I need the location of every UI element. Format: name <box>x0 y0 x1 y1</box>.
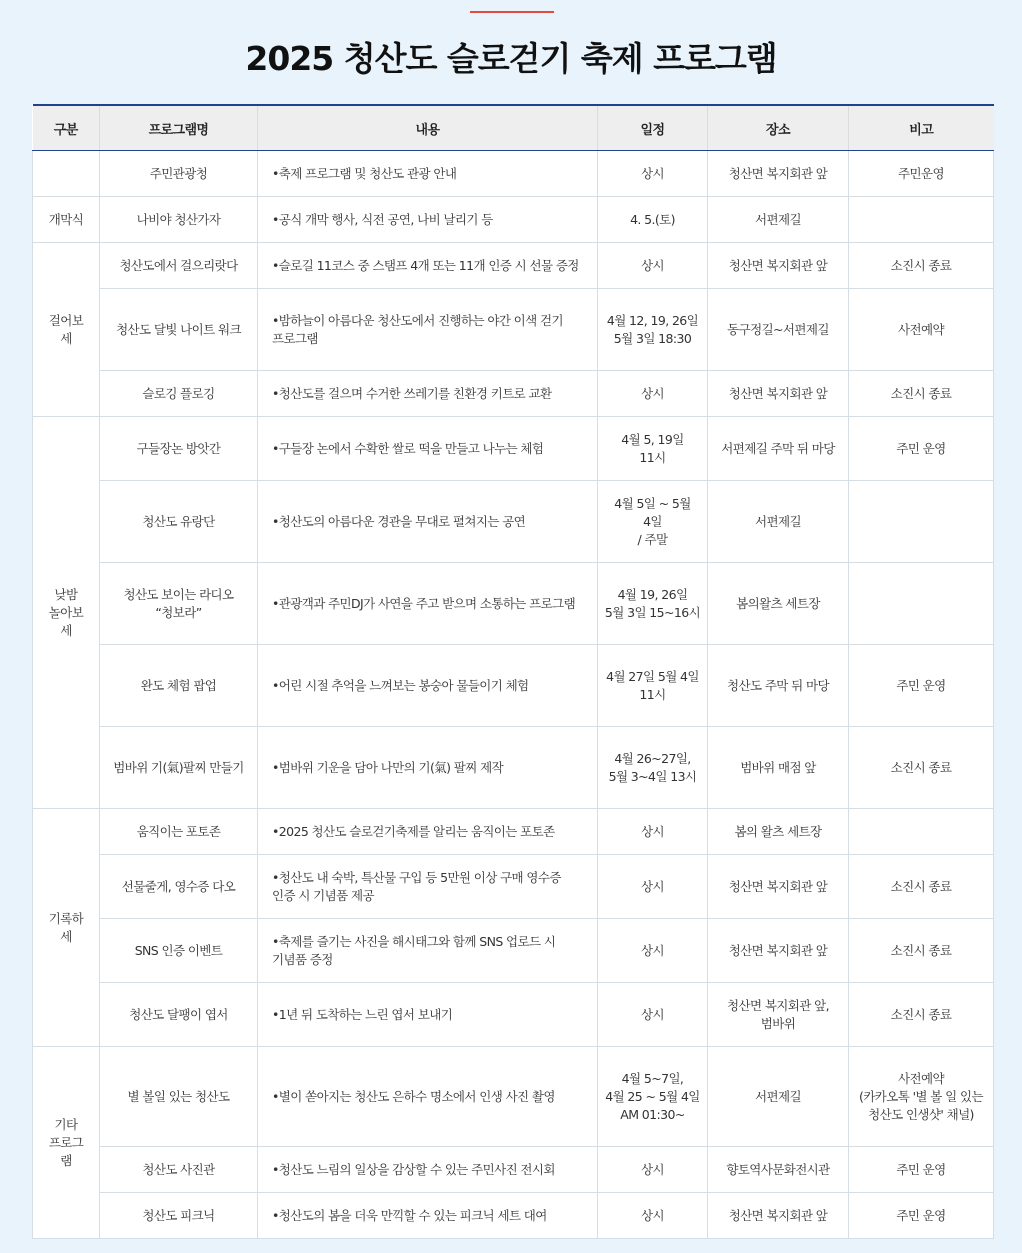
column-header-content: 내용 <box>258 105 598 151</box>
table-row <box>33 727 994 809</box>
program-name-cell: 청산도 달팽이 엽서 <box>100 983 258 1047</box>
column-header-category: 구분 <box>33 105 100 151</box>
place-cell: 서편제길 <box>708 1047 849 1147</box>
content-cell: •청산도의 아름다운 경관을 무대로 펼쳐지는 공연 <box>258 481 598 563</box>
table-row <box>33 481 994 563</box>
category-cell: 기타 프로그 램 <box>33 1047 100 1239</box>
schedule-cell: 상시 <box>598 919 708 983</box>
content-cell: •청산도를 걸으며 수거한 쓰레기를 친환경 키트로 교환 <box>258 371 598 417</box>
note-cell: 소진시 종료 <box>849 243 994 289</box>
column-header-note: 비고 <box>849 105 994 151</box>
content-cell: •구들장 논에서 수확한 쌀로 떡을 만들고 나누는 체험 <box>258 417 598 481</box>
program-table <box>32 104 994 1239</box>
place-cell: 봄의왈츠 세트장 <box>708 563 849 645</box>
column-header-schedule: 일정 <box>598 105 708 151</box>
note-cell: 소진시 종료 <box>849 983 994 1047</box>
schedule-cell: 상시 <box>598 1147 708 1193</box>
program-name-cell: 슬로깅 플로깅 <box>100 371 258 417</box>
place-cell: 청산면 복지회관 앞 <box>708 243 849 289</box>
schedule-cell: 4. 5.(토) <box>598 197 708 243</box>
program-name-cell: 완도 체험 팝업 <box>100 645 258 727</box>
schedule-cell: 상시 <box>598 243 708 289</box>
table-row <box>33 371 994 417</box>
table-row <box>33 919 994 983</box>
column-header-program: 프로그램명 <box>100 105 258 151</box>
note-cell: 주민 운영 <box>849 645 994 727</box>
note-cell: 주민운영 <box>849 151 994 197</box>
note-cell <box>849 809 994 855</box>
program-name-cell: 청산도 유랑단 <box>100 481 258 563</box>
table-row <box>33 1147 994 1193</box>
table-row <box>33 289 994 371</box>
category-cell: 걸어보 세 <box>33 243 100 417</box>
content-cell: •밤하늘이 아름다운 청산도에서 진행하는 야간 이색 걷기 프로그램 <box>258 289 598 371</box>
table-row <box>33 855 994 919</box>
program-name-cell: SNS 인증 이벤트 <box>100 919 258 983</box>
schedule-cell: 상시 <box>598 855 708 919</box>
content-cell: •청산도 내 숙박, 특산물 구입 등 5만원 이상 구매 영수증 인증 시 기념품 제공 <box>258 855 598 919</box>
content-cell: •관광객과 주민DJ가 사연을 주고 받으며 소통하는 프로그램 <box>258 563 598 645</box>
schedule-cell: 4월 19, 26일 5월 3일 15~16시 <box>598 563 708 645</box>
program-name-cell: 구들장논 방앗간 <box>100 417 258 481</box>
schedule-cell: 4월 27일 5월 4일 11시 <box>598 645 708 727</box>
schedule-cell: 4월 5일 ~ 5월 4일 / 주말 <box>598 481 708 563</box>
content-cell: •축제를 즐기는 사진을 해시태그와 함께 SNS 업로드 시 기념품 증정 <box>258 919 598 983</box>
schedule-cell: 4월 5~7일, 4월 25 ~ 5월 4일 AM 01:30~ <box>598 1047 708 1147</box>
schedule-cell: 상시 <box>598 151 708 197</box>
place-cell: 서편제길 <box>708 197 849 243</box>
column-header-place: 장소 <box>708 105 849 151</box>
content-cell: •축제 프로그램 및 청산도 관광 안내 <box>258 151 598 197</box>
table-header-row <box>33 105 994 151</box>
place-cell: 청산면 복지회관 앞 <box>708 1193 849 1239</box>
place-cell: 봄의 왈츠 세트장 <box>708 809 849 855</box>
table-row <box>33 1047 994 1147</box>
schedule-cell: 4월 26~27일, 5월 3~4일 13시 <box>598 727 708 809</box>
place-cell: 청산면 복지회관 앞 <box>708 919 849 983</box>
content-cell: •청산도의 봄을 더욱 만끽할 수 있는 피크닉 세트 대여 <box>258 1193 598 1239</box>
note-cell <box>849 563 994 645</box>
schedule-cell: 상시 <box>598 1193 708 1239</box>
schedule-cell: 4월 12, 19, 26일 5월 3일 18:30 <box>598 289 708 371</box>
place-cell: 청산면 복지회관 앞 <box>708 855 849 919</box>
program-name-cell: 주민관광청 <box>100 151 258 197</box>
page-title: 2025 청산도 슬로걷기 축제 프로그램 <box>245 39 777 78</box>
place-cell: 서편제길 <box>708 481 849 563</box>
accent-line <box>470 11 554 13</box>
program-name-cell: 나비야 청산가자 <box>100 197 258 243</box>
schedule-cell: 상시 <box>598 983 708 1047</box>
category-cell <box>33 151 100 197</box>
note-cell <box>849 481 994 563</box>
table-row <box>33 563 994 645</box>
category-cell: 기록하 세 <box>33 809 100 1047</box>
category-cell: 낮밤 놀아보 세 <box>33 417 100 809</box>
place-cell: 동구정길~서편제길 <box>708 289 849 371</box>
place-cell: 범바위 매점 앞 <box>708 727 849 809</box>
table-row <box>33 1193 994 1239</box>
place-cell: 서편제길 주막 뒤 마당 <box>708 417 849 481</box>
schedule-cell: 4월 5, 19일 11시 <box>598 417 708 481</box>
content-cell: •범바위 기운을 담아 나만의 기(氣) 팔찌 제작 <box>258 727 598 809</box>
note-cell <box>849 197 994 243</box>
category-cell: 개막식 <box>33 197 100 243</box>
note-cell: 주민 운영 <box>849 1147 994 1193</box>
program-name-cell: 청산도 사진관 <box>100 1147 258 1193</box>
schedule-cell: 상시 <box>598 371 708 417</box>
content-cell: •어린 시절 추억을 느껴보는 봉숭아 물들이기 체험 <box>258 645 598 727</box>
table-row <box>33 417 994 481</box>
program-name-cell: 선물줄게, 영수증 다오 <box>100 855 258 919</box>
note-cell: 소진시 종료 <box>849 919 994 983</box>
table-row <box>33 151 994 197</box>
place-cell: 청산면 복지회관 앞 <box>708 151 849 197</box>
place-cell: 청산면 복지회관 앞, 범바위 <box>708 983 849 1047</box>
program-name-cell: 청산도 보이는 라디오 “청보라” <box>100 563 258 645</box>
note-cell: 주민 운영 <box>849 1193 994 1239</box>
content-cell: •1년 뒤 도착하는 느린 엽서 보내기 <box>258 983 598 1047</box>
content-cell: •슬로길 11코스 중 스탬프 4개 또는 11개 인증 시 선물 증정 <box>258 243 598 289</box>
content-cell: •공식 개막 행사, 식전 공연, 나비 날리기 등 <box>258 197 598 243</box>
table-row <box>33 983 994 1047</box>
program-name-cell: 청산도에서 걸으리랏다 <box>100 243 258 289</box>
program-name-cell: 움직이는 포토존 <box>100 809 258 855</box>
place-cell: 향토역사문화전시관 <box>708 1147 849 1193</box>
program-name-cell: 범바위 기(氣)팔찌 만들기 <box>100 727 258 809</box>
content-cell: •청산도 느림의 일상을 감상할 수 있는 주민사진 전시회 <box>258 1147 598 1193</box>
note-cell: 주민 운영 <box>849 417 994 481</box>
table-row <box>33 197 994 243</box>
place-cell: 청산도 주막 뒤 마당 <box>708 645 849 727</box>
table-row <box>33 809 994 855</box>
note-cell: 소진시 종료 <box>849 371 994 417</box>
schedule-cell: 상시 <box>598 809 708 855</box>
content-cell: •2025 청산도 슬로걷기축제를 알리는 움직이는 포토존 <box>258 809 598 855</box>
program-name-cell: 청산도 피크닉 <box>100 1193 258 1239</box>
note-cell: 소진시 종료 <box>849 855 994 919</box>
table-row <box>33 243 994 289</box>
note-cell: 사전예약 (카카오톡 '별 볼 일 있는 청산도 인생샷' 채널) <box>849 1047 994 1147</box>
content-cell: •별이 쏟아지는 청산도 은하수 명소에서 인생 사진 촬영 <box>258 1047 598 1147</box>
place-cell: 청산면 복지회관 앞 <box>708 371 849 417</box>
note-cell: 소진시 종료 <box>849 727 994 809</box>
program-name-cell: 청산도 달빛 나이트 워크 <box>100 289 258 371</box>
program-name-cell: 별 볼일 있는 청산도 <box>100 1047 258 1147</box>
note-cell: 사전예약 <box>849 289 994 371</box>
table-row <box>33 645 994 727</box>
